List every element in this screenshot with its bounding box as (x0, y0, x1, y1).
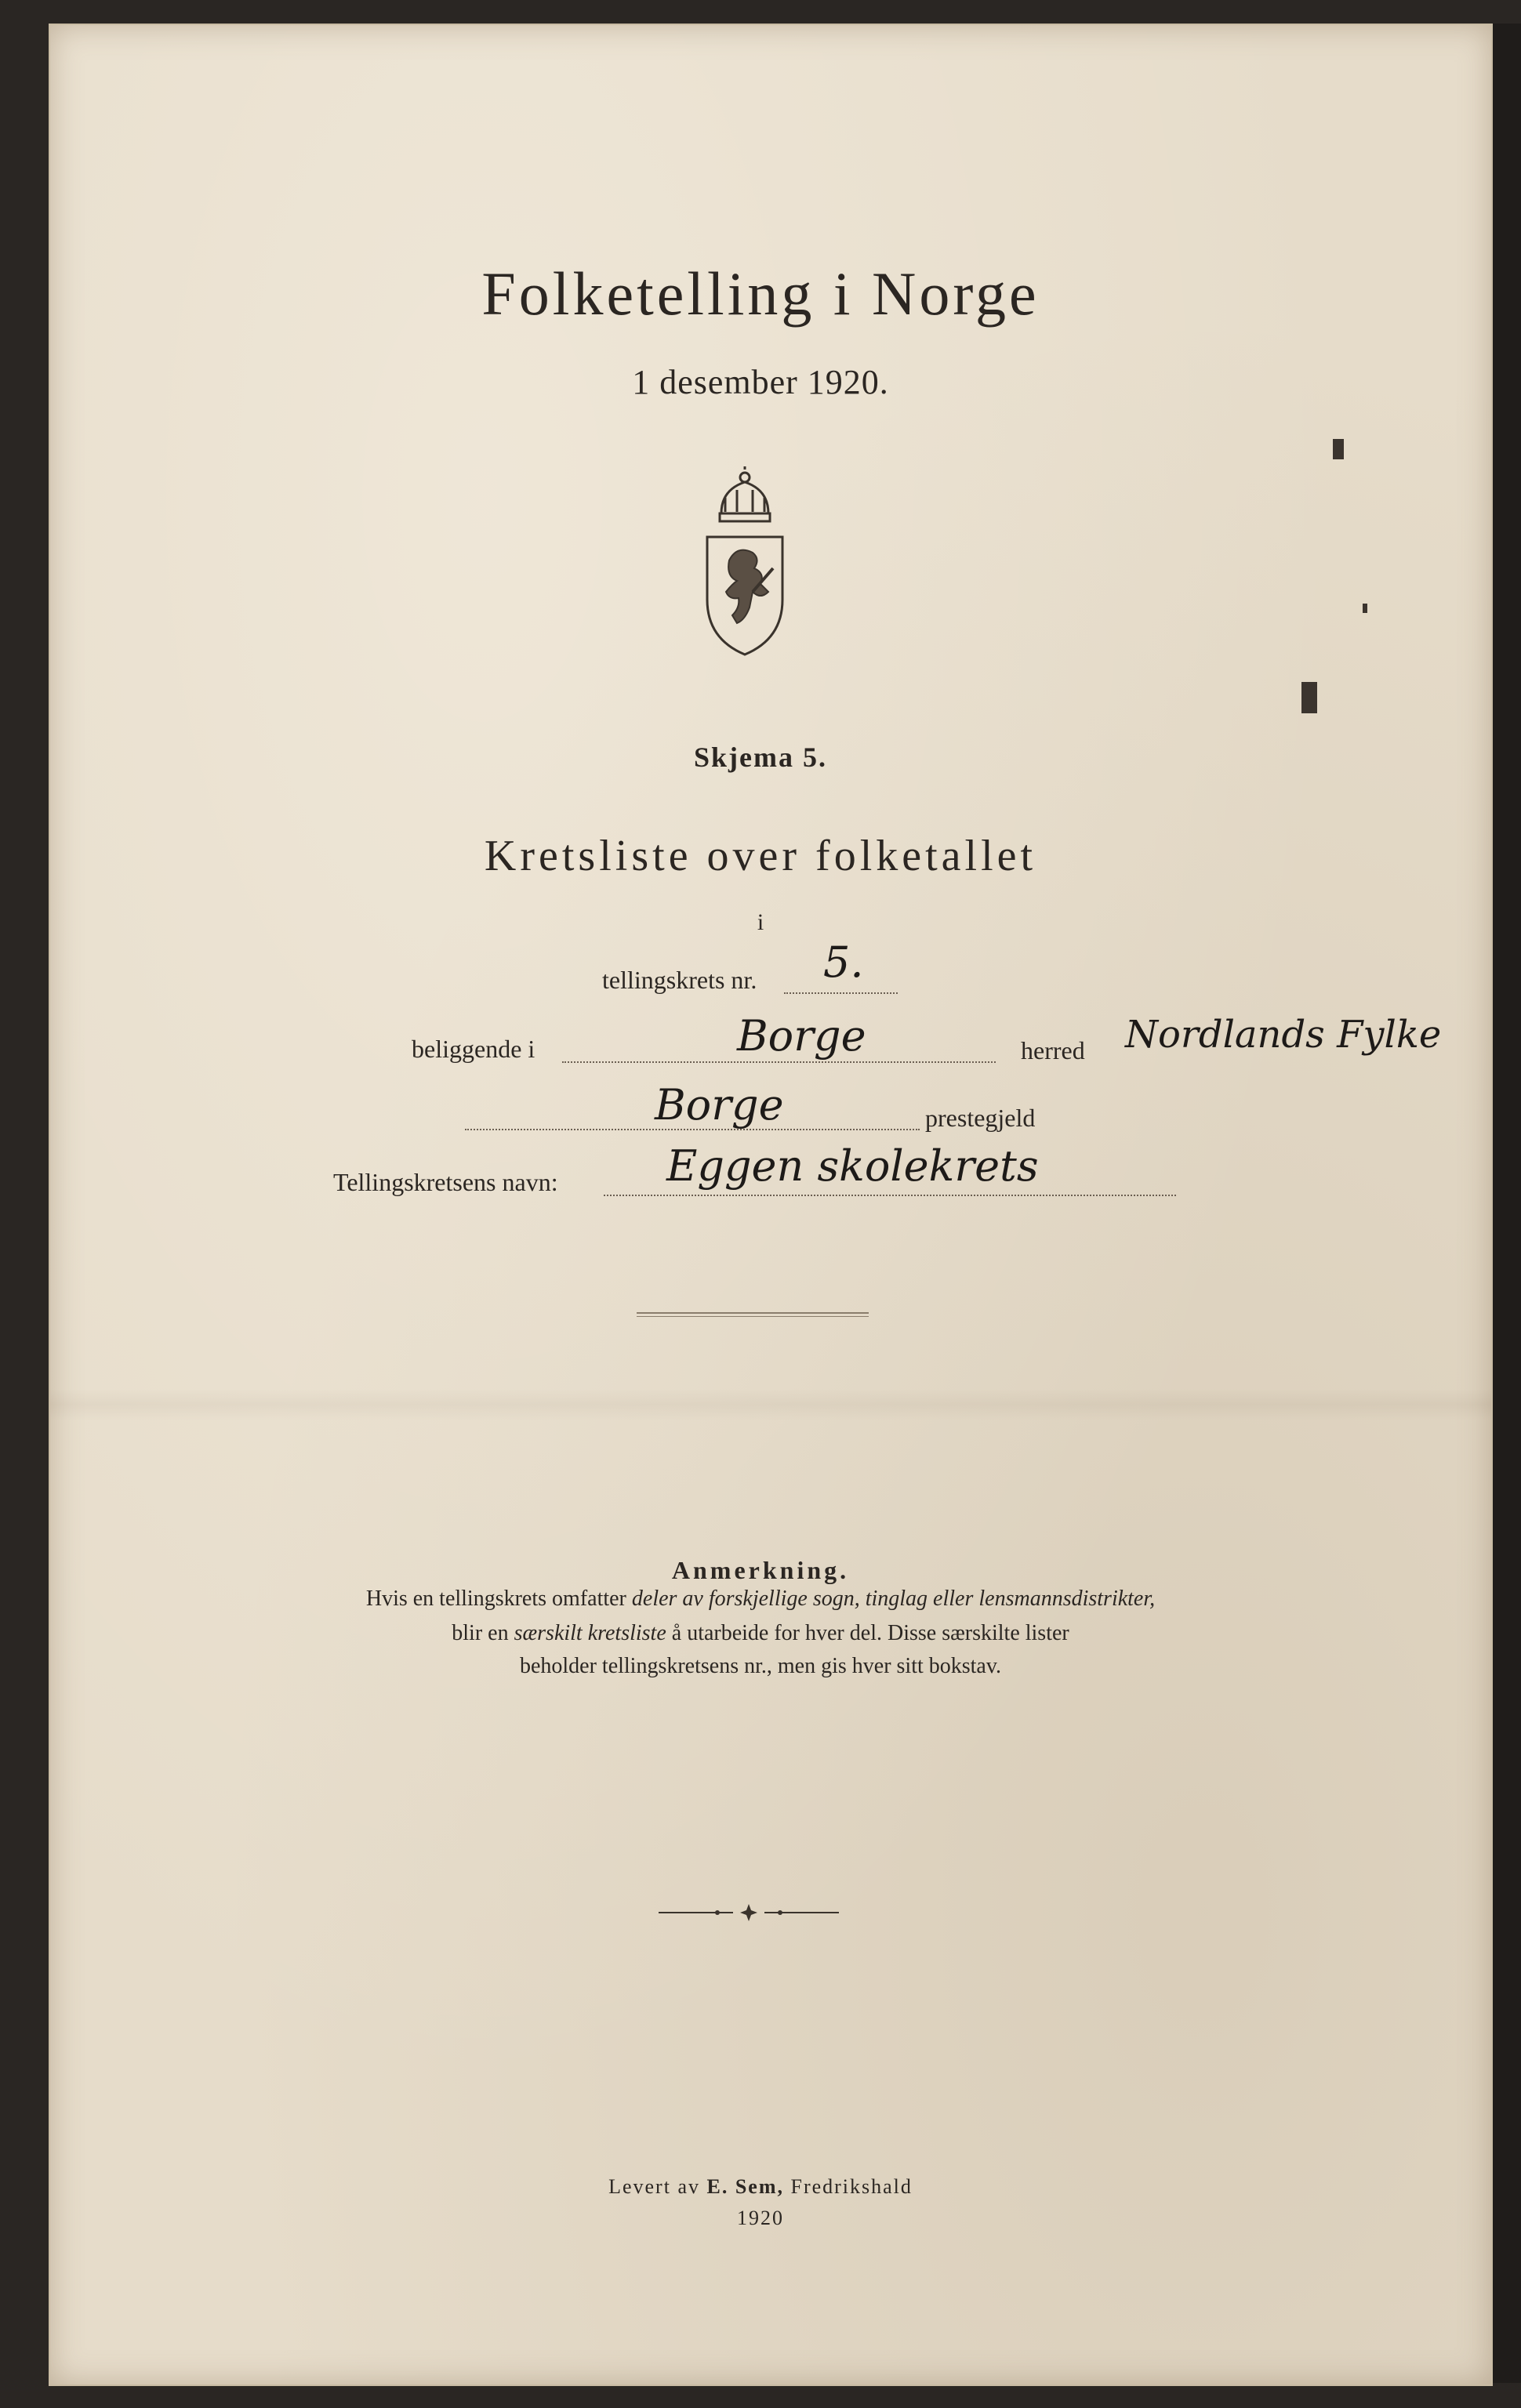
margin-mark (1333, 439, 1344, 459)
note-line-1-italic: deler av forskjellige sogn, tinglag eller lensmannsdistrikter, (631, 1587, 1156, 1611)
note-line-2-rest: å utarbeide for hver del. Disse særskilte lister (666, 1621, 1069, 1645)
note-line-2-text: blir en (452, 1621, 514, 1645)
section-divider (637, 1312, 869, 1317)
prestegjeld-label: prestegjeld (925, 1104, 1036, 1132)
tellingskrets-line (784, 992, 898, 994)
note-line-2 (0, 1621, 1521, 1646)
norway-coat-of-arms-icon (698, 466, 792, 662)
note-line-3: beholder tellingskretsens nr., men gis hver sitt bokstav. (519, 1654, 1002, 1678)
printer-year: 1920 (737, 2207, 784, 2229)
beliggende-label: beliggende i (412, 1035, 535, 1063)
beliggende-line (562, 1061, 996, 1063)
herred-value: Nordlands Fylke (1125, 1013, 1442, 1057)
printer-prefix: Levert av (608, 2175, 707, 2198)
connector-i: i (757, 909, 764, 935)
margin-mark (1363, 604, 1367, 613)
note-line-1 (0, 1587, 1521, 1612)
form-heading: Kretsliste over folketallet (484, 832, 1037, 880)
ornament-divider-icon (659, 1901, 839, 1924)
note-line-2-italic: særskilt kretsliste (514, 1621, 666, 1645)
navn-value: Eggen skolekrets (666, 1141, 1039, 1191)
document-title: Folketelling i Norge (481, 259, 1040, 328)
printer-name: E. Sem, (706, 2175, 784, 2198)
prestegjeld-value: Borge (655, 1080, 784, 1130)
margin-mark (1301, 682, 1317, 713)
note-title: Anmerkning. (671, 1556, 850, 1584)
beliggende-value: Borge (737, 1011, 866, 1061)
schema-number: Skjema 5. (694, 742, 827, 773)
tellingskrets-label: tellingskrets nr. (602, 966, 757, 994)
navn-label: Tellingskretsens navn: (333, 1168, 558, 1196)
tellingskrets-value: 5. (823, 937, 864, 987)
printer-city: Fredrikshald (783, 2175, 913, 2198)
document-date: 1 desember 1920. (632, 363, 889, 401)
herred-label: herred (1021, 1036, 1085, 1064)
navn-line (604, 1195, 1176, 1196)
printer-line (0, 2175, 1521, 2199)
note-line-1-text: Hvis en tellingskrets omfatter (365, 1587, 632, 1611)
